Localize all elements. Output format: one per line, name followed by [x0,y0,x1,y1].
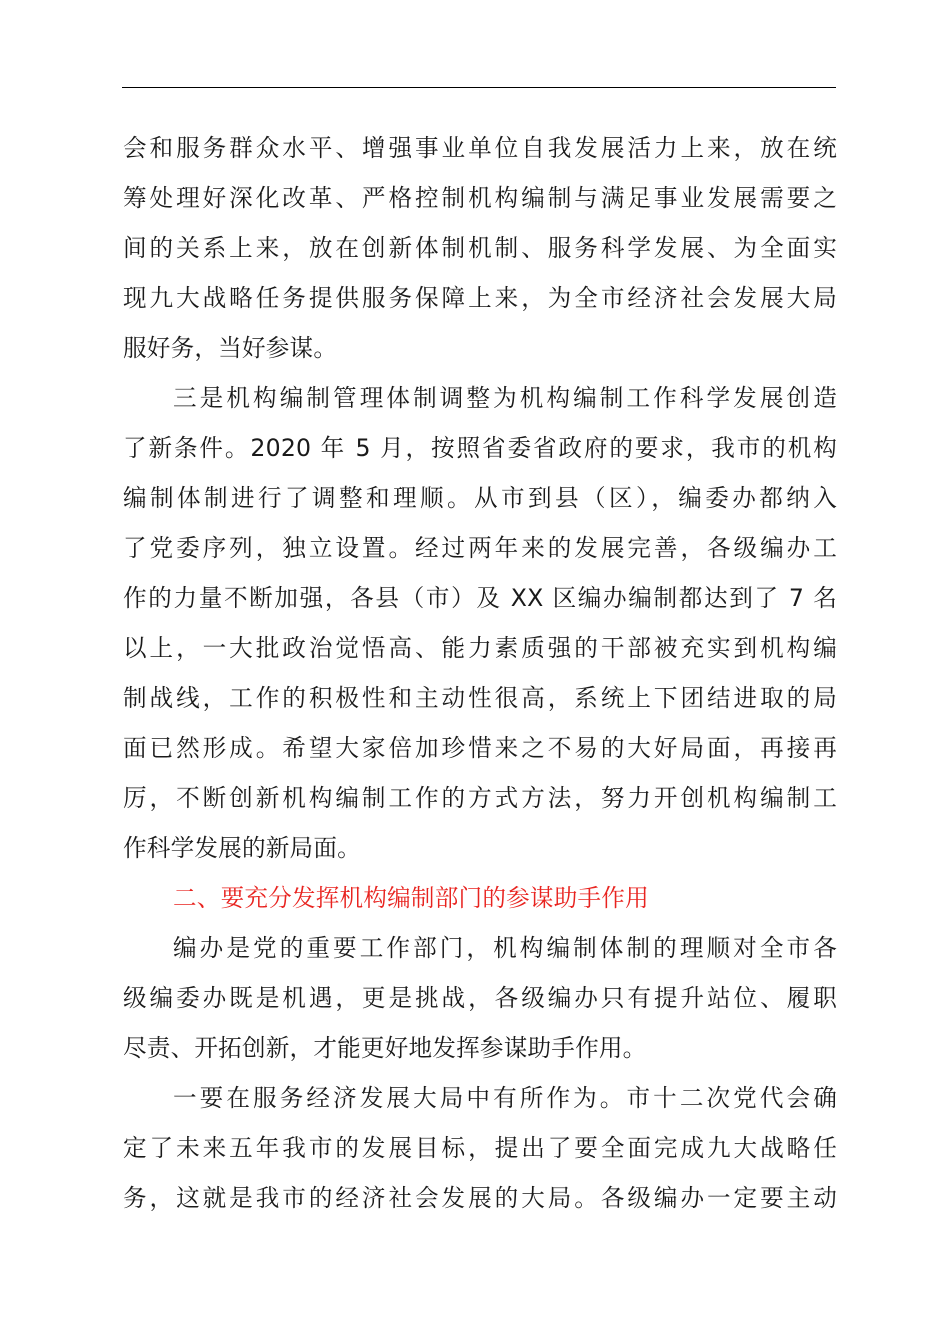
text-line: 间的关系上来，放在创新体制机制、服务科学发展、为全面实 [123,234,837,262]
text-line: 筹处理好深化改革、严格控制机构编制与满足事业发展需要之 [123,184,837,212]
text-line: 了新条件。2020 年 5 月，按照省委省政府的要求，我市的机构 [123,434,837,462]
header-rule [122,87,836,88]
paragraph-4 [123,1073,837,1223]
text-line: 编办是党的重要工作部门，机构编制体制的理顺对全市各 [173,934,837,962]
text-line: 会和服务群众水平、增强事业单位自我发展活力上来，放在统 [123,134,837,162]
text-line: 尽责、开拓创新，才能更好地发挥参谋助手作用。 [123,1034,647,1062]
text-line: 以上，一大批政治觉悟高、能力素质强的干部被充实到机构编 [123,634,837,662]
text-line: 定了未来五年我市的发展目标，提出了要全面完成九大战略任 [123,1134,837,1162]
text-line: 作的力量不断加强，各县（市）及 XX 区编办编制都达到了 7 名 [123,584,837,612]
text-line: 级编委办既是机遇，更是挑战，各级编办只有提升站位、履职 [123,984,837,1012]
text-line: 制战线，工作的积极性和主动性很高，系统上下团结进取的局 [123,684,837,712]
text-line: 现九大战略任务提供服务保障上来，为全市经济社会发展大局 [123,284,837,312]
text-line: 一要在服务经济发展大局中有所作为。市十二次党代会确 [173,1084,837,1112]
paragraph-3 [123,923,837,1073]
text-line: 编制体制进行了调整和理顺。从市到县（区），编委办都纳入 [123,484,837,512]
text-line: 了党委序列，独立设置。经过两年来的发展完善，各级编办工 [123,534,837,562]
paragraph-1 [123,123,837,373]
text-line: 面已然形成。希望大家倍加珍惜来之不易的大好局面，再接再 [123,734,837,762]
section-heading-text: 二、要充分发挥机构编制部门的参谋助手作用 [173,884,649,912]
document-body [123,123,837,1223]
paragraph-2 [123,373,837,873]
text-line: 三是机构编制管理体制调整为机构编制工作科学发展创造 [173,384,837,412]
section-heading [123,873,837,923]
text-line: 厉，不断创新机构编制工作的方式方法，努力开创机构编制工 [123,784,837,812]
text-line: 作科学发展的新局面。 [123,834,361,862]
text-line: 服好务，当好参谋。 [123,334,338,362]
text-line: 务，这就是我市的经济社会发展的大局。各级编办一定要主动 [123,1184,837,1212]
